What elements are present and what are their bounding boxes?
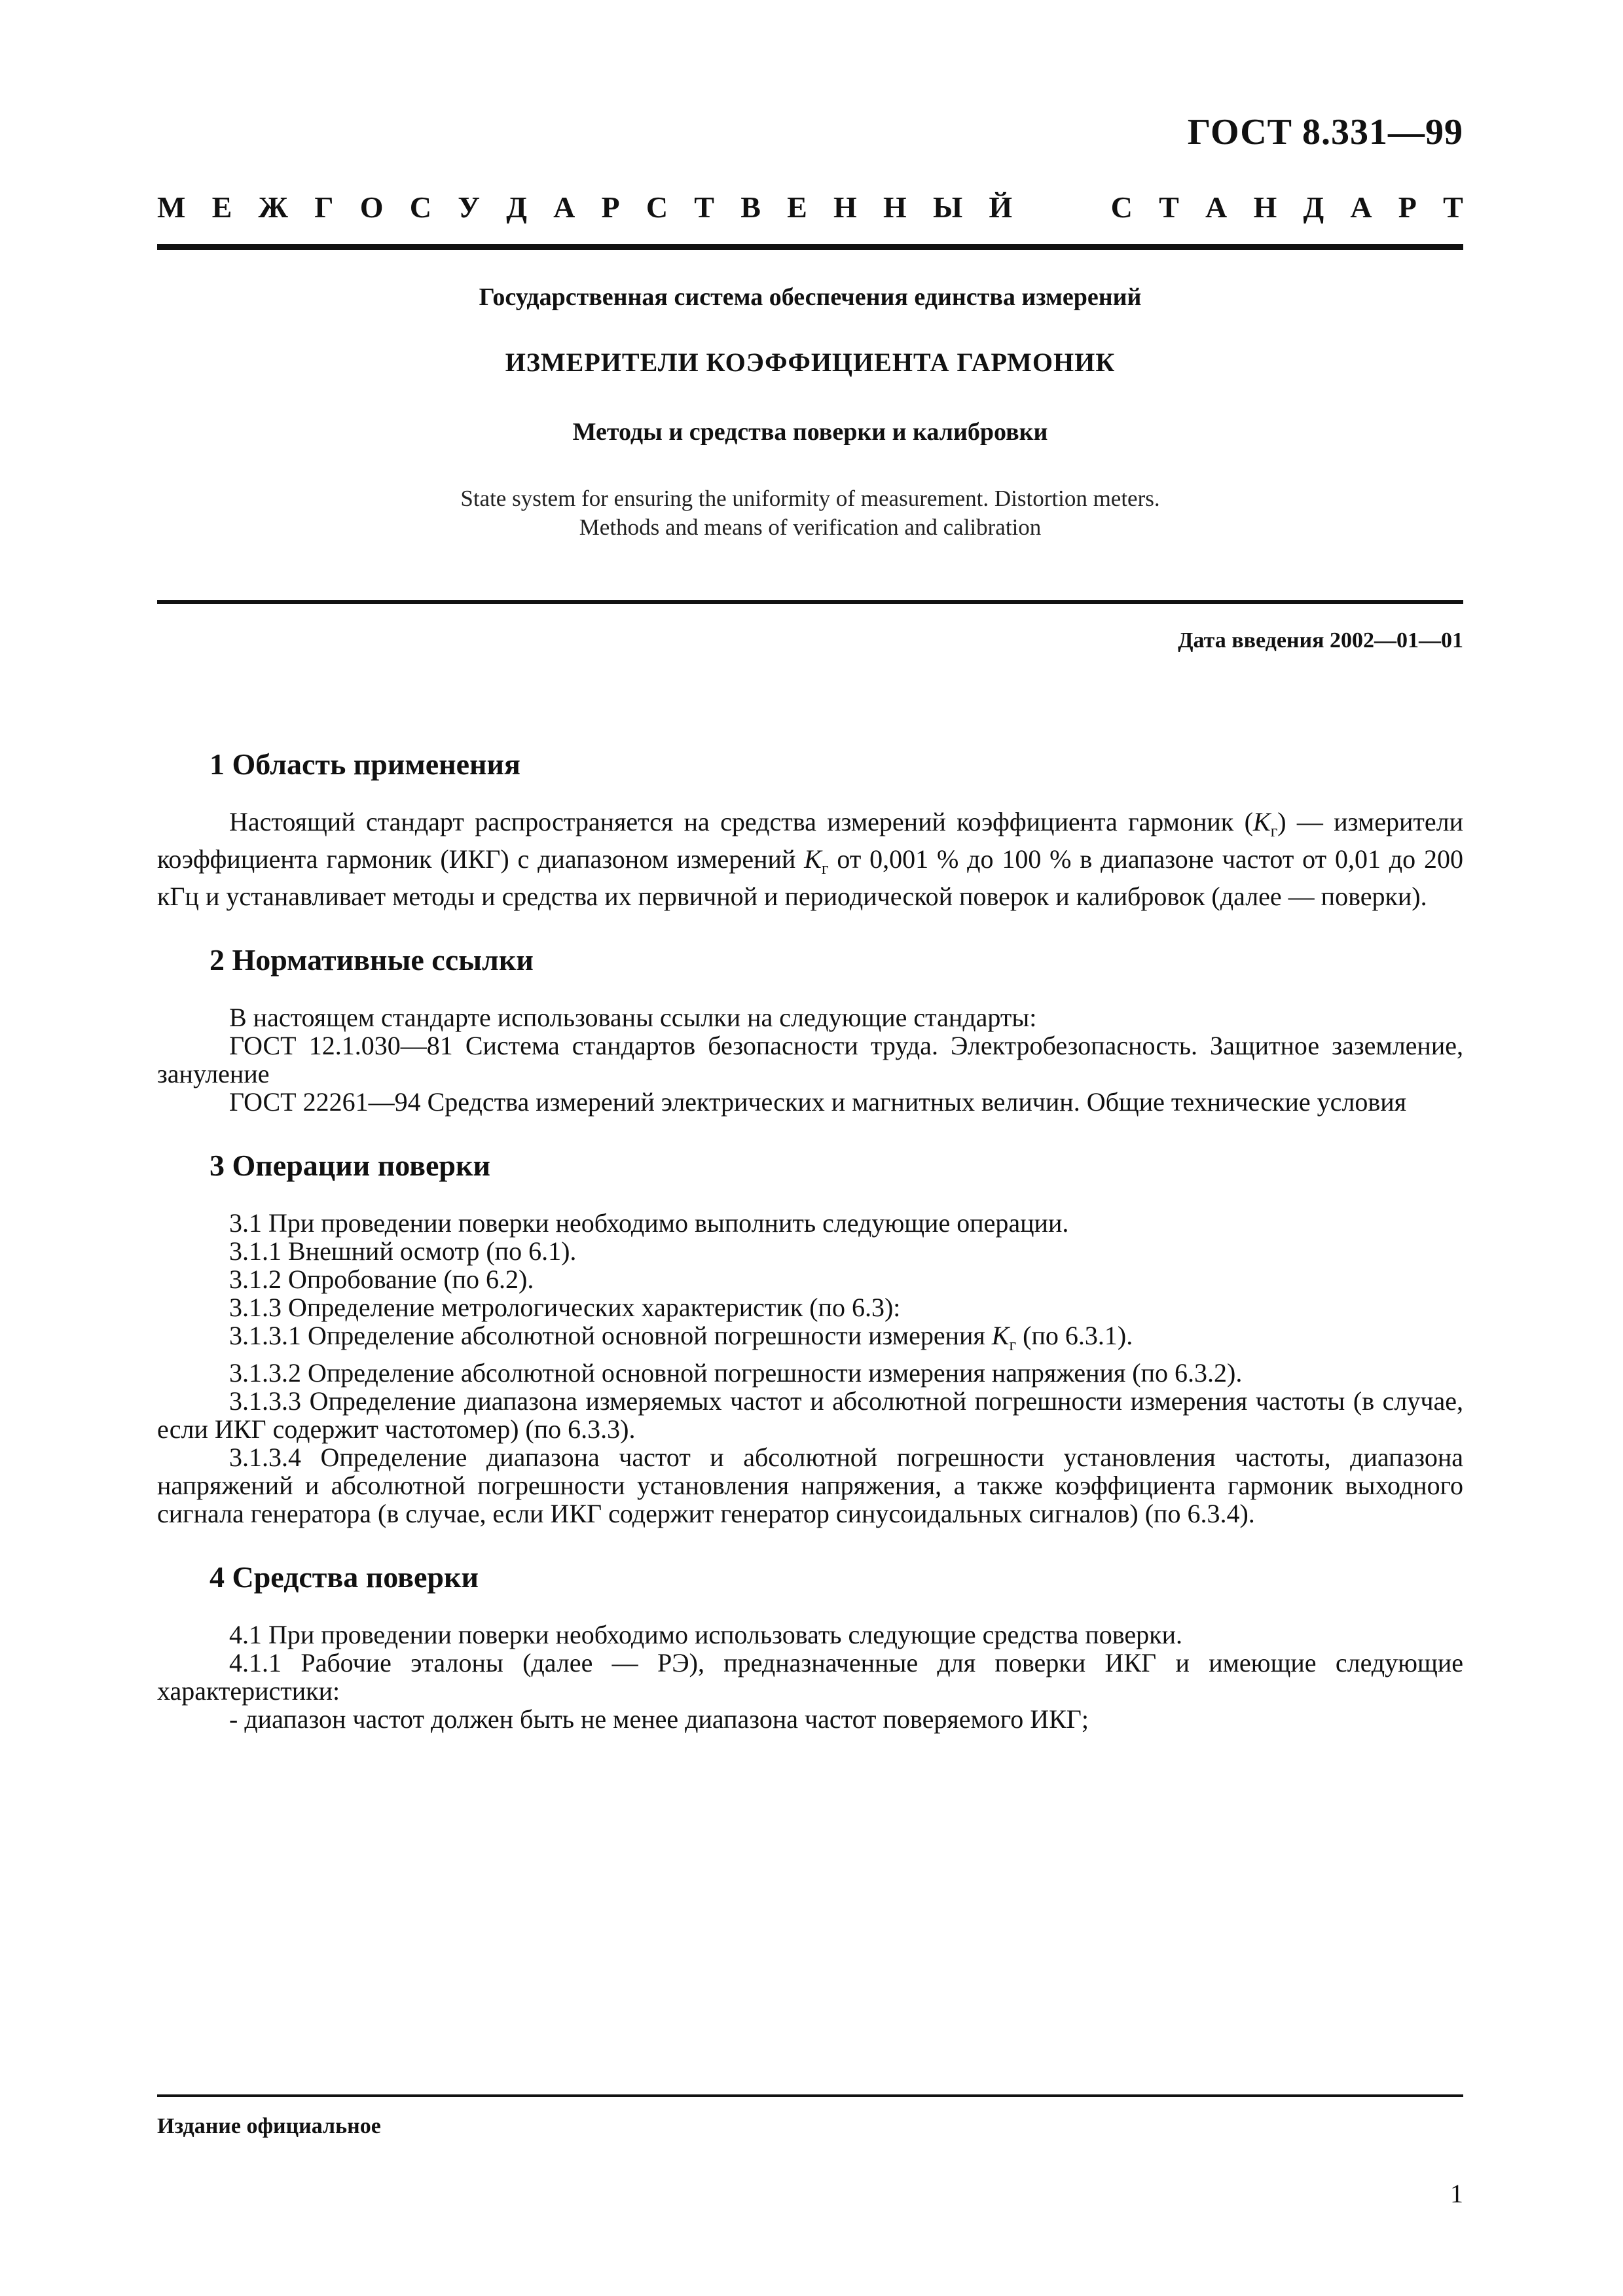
paragraph [157,1321,1463,1359]
title-letter: Е [787,190,807,224]
gost-number: ГОСТ 8.331—99 [1187,112,1463,152]
paragraph: ГОСТ 12.1.030—81 Система стандартов безопасности труда. Электробезопасность. Защитное заземление, зануление [157,1031,1463,1088]
paragraph: 3.1.3.2 Определение абсолютной основной погрешности измерения напряжения (по 6.3.2). [229,1358,1243,1388]
text-run: ) — измерители коэффициента гармоник (ИКГ) с диапазоном измерений [157,807,1463,874]
paragraph: 3.1.3 Определение метрологических характеристик (по 6.3): [229,1293,901,1322]
title-letter: Т [1443,190,1463,224]
title-letter: А [553,190,575,224]
title-letter: Н [833,190,857,224]
title-letter: Д [1303,190,1324,224]
english-title-line: Methods and means of verification and calibration [579,514,1042,540]
title-letter: С [646,190,668,224]
section-heading: 4 Средства поверки [210,1560,479,1594]
section-heading: 3 Операции поверки [210,1149,491,1182]
section-scope [157,746,1463,910]
official-edition-label: Издание официальное [157,2114,381,2138]
subtitle: Методы и средства поверки и калибровки [572,418,1048,446]
english-title [157,484,1463,542]
page-number: 1 [1450,2179,1463,2208]
title-letter: А [1350,190,1372,224]
title-letter: С [1110,190,1133,224]
paragraph: 3.1.1 Внешний осмотр (по 6.1). [229,1236,577,1266]
title-letter: Н [883,190,907,224]
title-letter: О [359,190,384,224]
title-letter: Р [601,190,620,224]
paragraph: 4.1 При проведении поверки необходимо использовать следующие средства поверки. [229,1620,1183,1649]
title-letter: Н [1253,190,1277,224]
text-run: (по 6.3.1). [1016,1321,1133,1350]
text-run: Настоящий стандарт распространяется на средства измерений коэффициента гармоник ( [229,807,1253,836]
section-normative-references [157,942,1463,1116]
section-heading: 2 Нормативные ссылки [210,943,534,977]
title-divider [157,600,1463,604]
word-gap [1038,190,1084,224]
title-letter: Т [1159,190,1179,224]
system-title: Государственная система обеспечения единства измерений [479,283,1142,311]
document-body [157,746,1463,1765]
title-letter: Г [314,190,334,224]
title-letter: Д [506,190,527,224]
section-verification-operations [157,1147,1463,1528]
paragraph: ГОСТ 22261—94 Средства измерений электрических и магнитных величин. Общие технические условия [229,1087,1407,1117]
title-letter: Е [211,190,232,224]
paragraph: В настоящем стандарте использованы ссылки на следующие стандарты: [229,1003,1037,1032]
paragraph: - диапазон частот должен быть не менее диапазона частот поверяемого ИКГ; [229,1704,1089,1734]
k-subscript: г [1270,821,1278,840]
k-subscript: г [1009,1335,1017,1354]
paragraph: 3.1 При проведении поверки необходимо выполнить следующие операции. [229,1208,1069,1238]
paragraph: 3.1.3.4 Определение диапазона частот и абсолютной погрешности установления частоты, диапазона напряжений и абсолютной погрешности установления напряжения, а также коэффициента гармоник выходного сигнала генератора (в случае, если ИКГ содержит генератор синусоидальных сигналов) (по 6.3.4). [157,1443,1463,1528]
section-heading: 1 Область применения [210,747,520,781]
k-symbol: K [1252,807,1271,836]
text-run: 3.1.3.1 Определение абсолютной основной погрешности измерения [229,1321,992,1350]
k-subscript: г [821,859,829,878]
title-letter: Ж [258,190,289,224]
title-letter: Т [694,190,714,224]
paragraph: 3.1.2 Опробование (по 6.2). [229,1265,534,1294]
interstate-standard-title [157,190,1463,224]
paragraph: 3.1.3.3 Определение диапазона измеряемых частот и абсолютной погрешности измерения частоты (в случае, если ИКГ содержит частотомер) (по 6.3.3). [157,1386,1463,1444]
k-symbol: K [991,1321,1010,1350]
header-divider [157,244,1463,250]
title-letter: В [740,190,761,224]
introduction-date: Дата введения 2002—01—01 [1178,628,1463,653]
english-title-line: State system for ensuring the uniformity of measurement. Distortion meters. [460,486,1160,511]
text-run: от 0,001 % до 100 % в диапазоне частот от 0,01 до 200 кГц и устанавливает методы и средства их первичной и периодической поверок и калибровок (далее — поверки). [157,844,1463,911]
title-letter: Р [1398,190,1417,224]
k-symbol: K [804,844,822,874]
title-letter: Ы [933,190,963,224]
section-verification-means [157,1559,1463,1733]
title-letter: С [409,190,431,224]
title-letter: Й [989,190,1013,224]
paragraph: 4.1.1 Рабочие эталоны (далее — РЭ), предназначенные для поверки ИКГ и имеющие следующие характеристики: [157,1648,1463,1706]
main-title: ИЗМЕРИТЕЛИ КОЭФФИЦИЕНТА ГАРМОНИК [505,348,1116,377]
title-letter: А [1205,190,1228,224]
paragraph [157,808,1463,910]
title-letter: М [157,190,186,224]
footer-divider [157,2094,1463,2097]
title-letter: У [458,190,480,224]
